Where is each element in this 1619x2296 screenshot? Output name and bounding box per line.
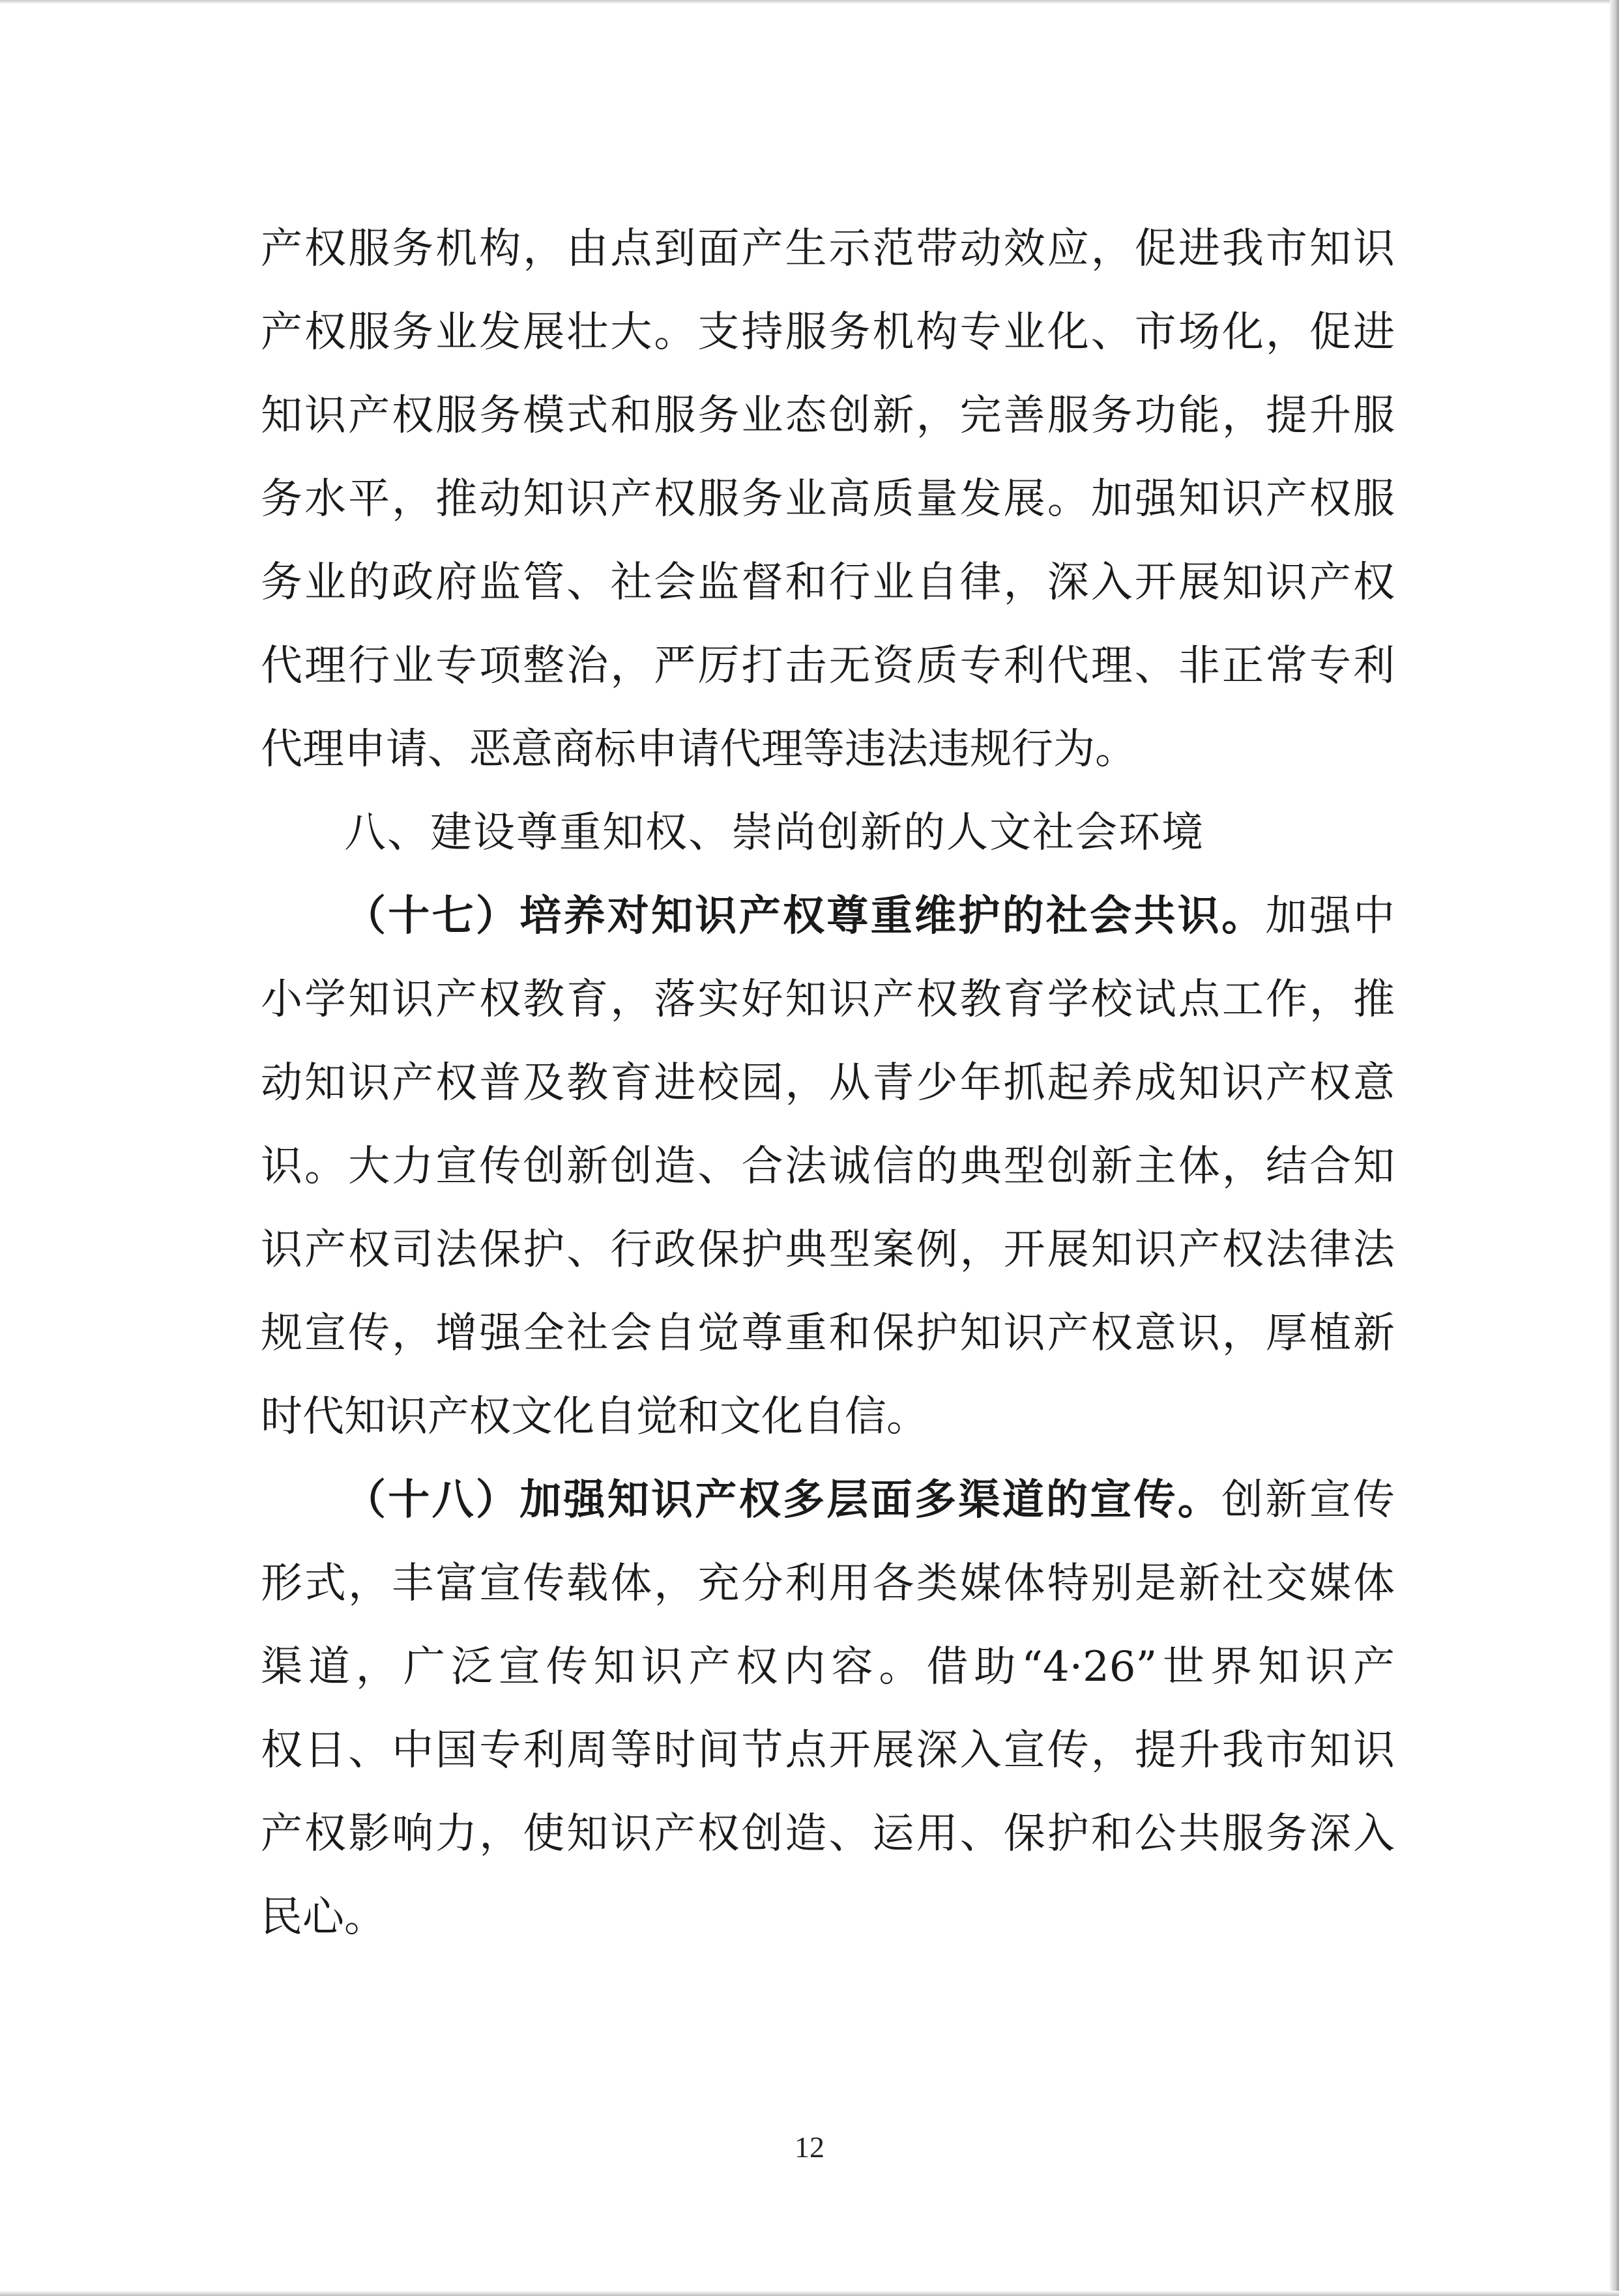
item-18-paragraph	[261, 1459, 1395, 1959]
paragraph-line: 代理行业专项整治，严厉打击无资质专利代理、非正常专利	[261, 642, 1395, 690]
item-17-first-line-rest: 加强中	[1265, 892, 1395, 940]
scan-edge-right	[1610, 0, 1619, 2296]
scan-edge-top	[0, 0, 1619, 4]
document-body	[261, 207, 1395, 1959]
paragraph-line: 知识产权服务模式和服务业态创新，完善服务功能，提升服	[261, 392, 1395, 440]
paragraph-line: 渠道，广泛宣传知识产权内容。借助“4·26”世界知识产	[261, 1643, 1395, 1691]
paragraph-first-line	[261, 875, 1395, 958]
paragraph-line: 权日、中国专利周等时间节点开展深入宣传，提升我市知识	[261, 1726, 1395, 1775]
section7-continuation	[261, 207, 1395, 791]
paragraph-line: 形式，丰富宣传载体，充分利用各类媒体特别是新社交媒体	[261, 1560, 1395, 1608]
paragraph-line: 务业的政府监管、社会监督和行业自律，深入开展知识产权	[261, 559, 1395, 607]
paragraph-line: 代理申请、恶意商标申请代理等违法违规行为。	[261, 725, 1137, 774]
item-18-title: （十八）加强知识产权多层面多渠道的宣传。	[344, 1475, 1222, 1524]
item-18-first-line-rest: 创新宣传	[1221, 1476, 1395, 1524]
paragraph-line: 民心。	[261, 1893, 386, 1941]
paragraph-line: 产权影响力，使知识产权创造、运用、保护和公共服务深入	[261, 1810, 1395, 1858]
paragraph-line: 小学知识产权教育，落实好知识产权教育学校试点工作，推	[261, 976, 1395, 1024]
paragraph-first-line	[261, 1459, 1395, 1542]
paragraph-line: 识。大力宣传创新创造、合法诚信的典型创新主体，结合知	[261, 1142, 1395, 1191]
page-number: 12	[795, 2130, 824, 2164]
section-heading: 八、建设尊重知权、崇尚创新的人文社会环境	[344, 809, 1204, 857]
paragraph-line: 识产权司法保护、行政保护典型案例，开展知识产权法律法	[261, 1226, 1395, 1274]
paragraph-line: 规宣传，增强全社会自觉尊重和保护知识产权意识，厚植新	[261, 1309, 1395, 1358]
paragraph-line: 时代知识产权文化自觉和文化自信。	[261, 1393, 928, 1441]
paragraph-line: 务水平，推动知识产权服务业高质量发展。加强知识产权服	[261, 475, 1395, 523]
item-17-paragraph	[261, 875, 1395, 1459]
paragraph-line: 产权服务业发展壮大。支持服务机构专业化、市场化，促进	[261, 308, 1395, 356]
paragraph-line: 产权服务机构，由点到面产生示范带动效应，促进我市知识	[261, 225, 1395, 273]
scan-edge-bottom	[0, 2291, 1619, 2296]
paragraph-line: 动知识产权普及教育进校园，从青少年抓起养成知识产权意	[261, 1059, 1395, 1107]
item-17-title: （十七）培养对知识产权尊重维护的社会共识。	[344, 892, 1266, 940]
